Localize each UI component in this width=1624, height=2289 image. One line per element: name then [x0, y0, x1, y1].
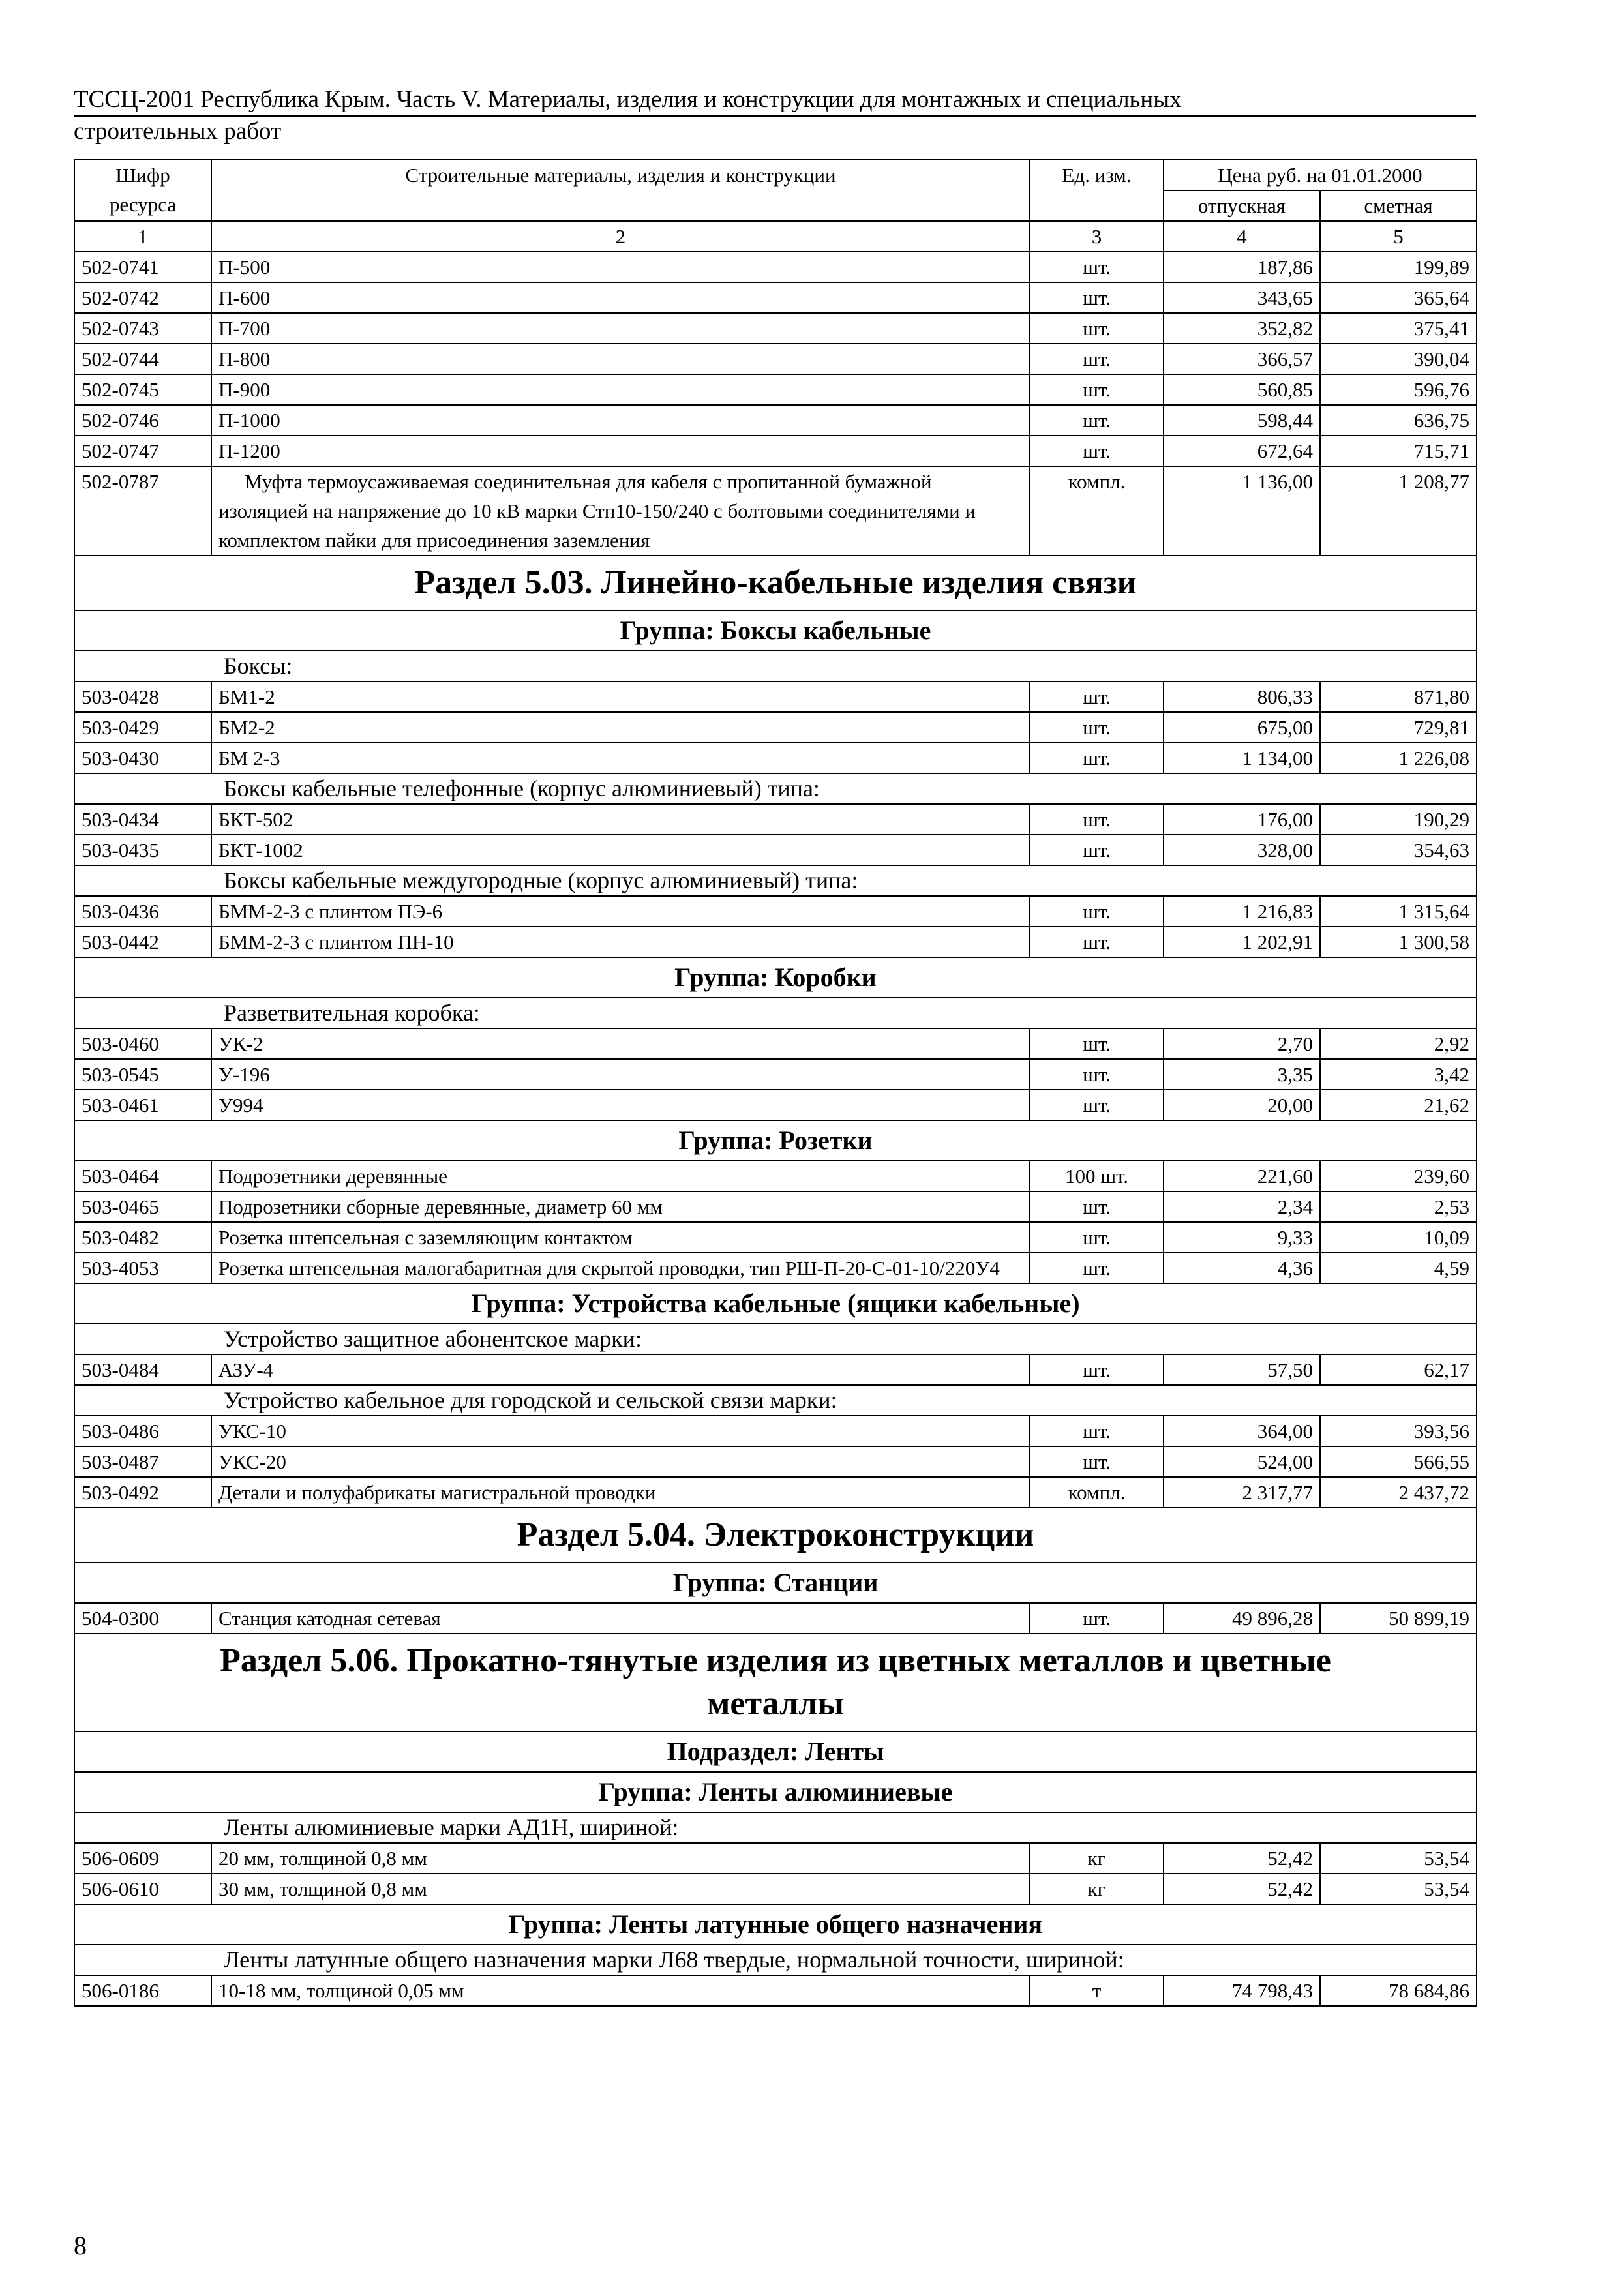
price-estimate: 62,17	[1320, 1354, 1477, 1385]
table-row	[74, 374, 1477, 405]
colnum-2: 2	[211, 221, 1030, 252]
price-wholesale: 2 317,77	[1164, 1477, 1320, 1508]
group-title-text: Группа: Ленты алюминиевые	[74, 1772, 1477, 1812]
price-estimate: 636,75	[1320, 405, 1477, 436]
price-wholesale: 1 216,83	[1164, 896, 1320, 927]
subgroup-intro: Ленты латунные общего назначения марки Л68 твердые, нормальной точности, шириной:	[74, 1945, 1477, 1975]
table-row	[74, 344, 1477, 374]
table-row	[74, 466, 1477, 556]
section-503-title-text: Раздел 5.03. Линейно-кабельные изделия связи	[74, 556, 1477, 610]
resource-code: 503-0487	[74, 1446, 211, 1477]
table-row	[74, 1161, 1477, 1191]
table-row	[74, 1477, 1477, 1508]
unit: шт.	[1030, 681, 1164, 712]
material-name: БКТ-1002	[211, 835, 1030, 865]
price-estimate: 50 899,19	[1320, 1603, 1477, 1634]
resource-code: 503-0436	[74, 896, 211, 927]
resource-code: 503-0492	[74, 1477, 211, 1508]
unit: шт.	[1030, 252, 1164, 282]
price-estimate: 10,09	[1320, 1222, 1477, 1253]
group-title	[74, 1120, 1477, 1161]
price-estimate: 78 684,86	[1320, 1975, 1477, 2006]
group-title	[74, 610, 1477, 651]
unit: шт.	[1030, 896, 1164, 927]
table-row	[74, 252, 1477, 282]
header-estimate: сметная	[1320, 190, 1477, 221]
resource-code: 503-0486	[74, 1416, 211, 1446]
resource-code: 502-0747	[74, 436, 211, 466]
material-name: БМ1-2	[211, 681, 1030, 712]
table-row	[74, 313, 1477, 344]
unit: шт.	[1030, 1222, 1164, 1253]
price-wholesale: 52,42	[1164, 1874, 1320, 1904]
header-title-line1: ТССЦ-2001 Республика Крым. Часть V. Материалы, изделия и конструкции для монтажных и специальных	[74, 85, 1476, 117]
material-name: УКС-10	[211, 1416, 1030, 1446]
table-header-row	[74, 160, 1477, 190]
subsection-title	[74, 1731, 1477, 1772]
price-estimate: 21,62	[1320, 1090, 1477, 1120]
unit: шт.	[1030, 282, 1164, 313]
resource-code: 502-0742	[74, 282, 211, 313]
unit: шт.	[1030, 743, 1164, 773]
price-wholesale: 364,00	[1164, 1416, 1320, 1446]
subsection-title-text: Подраздел: Ленты	[74, 1731, 1477, 1772]
material-name: Розетка штепсельная с заземляющим контактом	[211, 1222, 1030, 1253]
unit: шт.	[1030, 1191, 1164, 1222]
material-name: Розетка штепсельная малогабаритная для скрытой проводки, тип РШ-П-20-С-01-10/220У4	[211, 1253, 1030, 1283]
unit: шт.	[1030, 436, 1164, 466]
resource-code: 503-0461	[74, 1090, 211, 1120]
table-row	[74, 743, 1477, 773]
resource-code: 503-0430	[74, 743, 211, 773]
resource-code: 503-4053	[74, 1253, 211, 1283]
unit: шт.	[1030, 1090, 1164, 1120]
subgroup-intro: Ленты алюминиевые марки АД1Н, шириной:	[74, 1812, 1477, 1843]
unit: шт.	[1030, 1446, 1164, 1477]
unit: шт.	[1030, 712, 1164, 743]
table-row	[74, 1446, 1477, 1477]
section-506-title	[74, 1634, 1477, 1731]
price-estimate: 53,54	[1320, 1874, 1477, 1904]
price-estimate: 4,59	[1320, 1253, 1477, 1283]
unit: шт.	[1030, 835, 1164, 865]
price-wholesale: 352,82	[1164, 313, 1320, 344]
material-name: БММ-2-3 с плинтом ПЭ-6	[211, 896, 1030, 927]
price-estimate: 2 437,72	[1320, 1477, 1477, 1508]
page-header	[74, 85, 1476, 146]
subgroup-intro-row	[74, 865, 1477, 896]
price-estimate: 390,04	[1320, 344, 1477, 374]
material-name: П-500	[211, 252, 1030, 282]
resource-code: 502-0741	[74, 252, 211, 282]
material-name: П-1000	[211, 405, 1030, 436]
material-name: У-196	[211, 1059, 1030, 1090]
group-title	[74, 1904, 1477, 1945]
table-row	[74, 1028, 1477, 1059]
resource-code: 503-0435	[74, 835, 211, 865]
price-wholesale: 9,33	[1164, 1222, 1320, 1253]
material-name: БМ 2-3	[211, 743, 1030, 773]
material-name: БМ2-2	[211, 712, 1030, 743]
table-row	[74, 804, 1477, 835]
table-row	[74, 927, 1477, 957]
subgroup-intro: Устройство защитное абонентское марки:	[74, 1324, 1477, 1354]
subgroup-intro: Боксы:	[74, 651, 1477, 681]
material-name: Детали и полуфабрикаты магистральной проводки	[211, 1477, 1030, 1508]
resource-code: 503-0465	[74, 1191, 211, 1222]
material-name: Муфта термоусаживаемая соединительная для кабеля с пропитанной бумажной изоляцией на напряжение до 10 кВ марки Стп10-150/240 с болтовыми соединителями и комплектом пайки для присоединения заземления	[211, 466, 1030, 556]
resource-code: 502-0787	[74, 466, 211, 556]
price-estimate: 199,89	[1320, 252, 1477, 282]
table-row	[74, 1975, 1477, 2006]
subgroup-intro-row	[74, 1812, 1477, 1843]
price-estimate: 239,60	[1320, 1161, 1477, 1191]
price-wholesale: 74 798,43	[1164, 1975, 1320, 2006]
price-estimate: 729,81	[1320, 712, 1477, 743]
section-title-line2: металлы	[706, 1685, 845, 1722]
unit: шт.	[1030, 1059, 1164, 1090]
material-name: П-800	[211, 344, 1030, 374]
price-wholesale: 221,60	[1164, 1161, 1320, 1191]
group-title-text: Группа: Боксы кабельные	[74, 610, 1477, 651]
resource-code: 502-0744	[74, 344, 211, 374]
header-title-line2: строительных работ	[74, 118, 282, 145]
price-estimate: 2,53	[1320, 1191, 1477, 1222]
header-code: Шифр ресурса	[74, 160, 211, 221]
header-price: Цена руб. на 01.01.2000	[1164, 160, 1477, 190]
price-table	[74, 159, 1477, 2007]
resource-code: 503-0460	[74, 1028, 211, 1059]
subgroup-intro: Боксы кабельные телефонные (корпус алюминиевый) типа:	[74, 773, 1477, 804]
table-row	[74, 282, 1477, 313]
resource-code: 503-0484	[74, 1354, 211, 1385]
resource-code: 503-0464	[74, 1161, 211, 1191]
header-name: Строительные материалы, изделия и конструкции	[211, 160, 1030, 221]
subgroup-intro-row	[74, 1945, 1477, 1975]
unit: шт.	[1030, 1028, 1164, 1059]
price-wholesale: 675,00	[1164, 712, 1320, 743]
price-wholesale: 187,86	[1164, 252, 1320, 282]
material-name: 10-18 мм, толщиной 0,05 мм	[211, 1975, 1030, 2006]
price-wholesale: 57,50	[1164, 1354, 1320, 1385]
price-estimate: 1 208,77	[1320, 466, 1477, 556]
price-wholesale: 524,00	[1164, 1446, 1320, 1477]
table-row	[74, 1059, 1477, 1090]
material-name: П-700	[211, 313, 1030, 344]
group-title-text: Группа: Коробки	[74, 957, 1477, 998]
resource-code: 503-0434	[74, 804, 211, 835]
resource-code: 502-0746	[74, 405, 211, 436]
price-estimate: 566,55	[1320, 1446, 1477, 1477]
group-title	[74, 1563, 1477, 1603]
material-name: П-1200	[211, 436, 1030, 466]
page-number: 8	[74, 2231, 87, 2260]
table-row	[74, 681, 1477, 712]
table-row	[74, 1416, 1477, 1446]
price-estimate: 365,64	[1320, 282, 1477, 313]
price-estimate: 190,29	[1320, 804, 1477, 835]
price-wholesale: 343,65	[1164, 282, 1320, 313]
group-title-text: Группа: Устройства кабельные (ящики кабельные)	[74, 1283, 1477, 1324]
price-wholesale: 672,64	[1164, 436, 1320, 466]
price-wholesale: 806,33	[1164, 681, 1320, 712]
unit: шт.	[1030, 1253, 1164, 1283]
material-name: УКС-20	[211, 1446, 1030, 1477]
table-row	[74, 1090, 1477, 1120]
unit: 100 шт.	[1030, 1161, 1164, 1191]
price-wholesale: 1 202,91	[1164, 927, 1320, 957]
table-row	[74, 436, 1477, 466]
material-name: У994	[211, 1090, 1030, 1120]
resource-code: 503-0442	[74, 927, 211, 957]
resource-code: 502-0745	[74, 374, 211, 405]
price-estimate: 393,56	[1320, 1416, 1477, 1446]
unit: шт.	[1030, 804, 1164, 835]
price-estimate: 1 315,64	[1320, 896, 1477, 927]
subgroup-intro-row	[74, 773, 1477, 804]
material-name: Станция катодная сетевая	[211, 1603, 1030, 1634]
group-title-text: Группа: Розетки	[74, 1120, 1477, 1161]
resource-code: 502-0743	[74, 313, 211, 344]
group-title-text: Группа: Станции	[74, 1563, 1477, 1603]
price-wholesale: 328,00	[1164, 835, 1320, 865]
price-estimate: 53,54	[1320, 1843, 1477, 1874]
group-title	[74, 1772, 1477, 1812]
subgroup-intro-row	[74, 651, 1477, 681]
resource-code: 503-0545	[74, 1059, 211, 1090]
material-name: П-900	[211, 374, 1030, 405]
section-504-title-text: Раздел 5.04. Электроконструкции	[74, 1508, 1477, 1563]
subgroup-intro: Боксы кабельные междугородные (корпус алюминиевый) типа:	[74, 865, 1477, 896]
price-estimate: 354,63	[1320, 835, 1477, 865]
header-unit: Ед. изм.	[1030, 160, 1164, 221]
table-row	[74, 1253, 1477, 1283]
resource-code: 504-0300	[74, 1603, 211, 1634]
group-title	[74, 1283, 1477, 1324]
table-row	[74, 1222, 1477, 1253]
material-name: 20 мм, толщиной 0,8 мм	[211, 1843, 1030, 1874]
resource-code: 503-0428	[74, 681, 211, 712]
column-number-row	[74, 221, 1477, 252]
price-wholesale: 598,44	[1164, 405, 1320, 436]
header-wholesale: отпускная	[1164, 190, 1320, 221]
unit: кг	[1030, 1874, 1164, 1904]
table-row	[74, 1191, 1477, 1222]
material-name: П-600	[211, 282, 1030, 313]
colnum-5: 5	[1320, 221, 1477, 252]
unit: шт.	[1030, 374, 1164, 405]
price-estimate: 715,71	[1320, 436, 1477, 466]
price-wholesale: 4,36	[1164, 1253, 1320, 1283]
subgroup-intro: Устройство кабельное для городской и сельской связи марки:	[74, 1385, 1477, 1416]
subgroup-intro-row	[74, 1324, 1477, 1354]
price-wholesale: 560,85	[1164, 374, 1320, 405]
table-row	[74, 896, 1477, 927]
section-title-line1: Раздел 5.06. Прокатно-тянутые изделия из цветных металлов и цветные	[220, 1642, 1331, 1679]
resource-code: 503-0482	[74, 1222, 211, 1253]
price-wholesale: 2,34	[1164, 1191, 1320, 1222]
subgroup-intro-row	[74, 998, 1477, 1028]
table-row	[74, 1603, 1477, 1634]
colnum-3: 3	[1030, 221, 1164, 252]
unit: кг	[1030, 1843, 1164, 1874]
resource-code: 506-0610	[74, 1874, 211, 1904]
material-name: АЗУ-4	[211, 1354, 1030, 1385]
price-wholesale: 20,00	[1164, 1090, 1320, 1120]
group-title-text: Группа: Ленты латунные общего назначения	[74, 1904, 1477, 1945]
table-row	[74, 1874, 1477, 1904]
price-wholesale: 366,57	[1164, 344, 1320, 374]
price-estimate: 596,76	[1320, 374, 1477, 405]
section-503-title	[74, 556, 1477, 610]
price-estimate: 2,92	[1320, 1028, 1477, 1059]
price-estimate: 375,41	[1320, 313, 1477, 344]
colnum-4: 4	[1164, 221, 1320, 252]
group-title	[74, 957, 1477, 998]
unit: шт.	[1030, 1603, 1164, 1634]
price-estimate: 1 226,08	[1320, 743, 1477, 773]
price-wholesale: 2,70	[1164, 1028, 1320, 1059]
table-row	[74, 1843, 1477, 1874]
price-wholesale: 176,00	[1164, 804, 1320, 835]
material-name: БКТ-502	[211, 804, 1030, 835]
material-name: БММ-2-3 с плинтом ПН-10	[211, 927, 1030, 957]
price-wholesale: 1 136,00	[1164, 466, 1320, 556]
price-wholesale: 49 896,28	[1164, 1603, 1320, 1634]
table-row	[74, 712, 1477, 743]
section-506-title-text	[74, 1634, 1477, 1731]
unit: шт.	[1030, 344, 1164, 374]
material-name: УК-2	[211, 1028, 1030, 1059]
price-estimate: 871,80	[1320, 681, 1477, 712]
table-row	[74, 1354, 1477, 1385]
unit: шт.	[1030, 405, 1164, 436]
unit: компл.	[1030, 466, 1164, 556]
resource-code: 506-0609	[74, 1843, 211, 1874]
price-estimate: 3,42	[1320, 1059, 1477, 1090]
unit: компл.	[1030, 1477, 1164, 1508]
price-wholesale: 52,42	[1164, 1843, 1320, 1874]
table-row	[74, 405, 1477, 436]
unit: шт.	[1030, 1416, 1164, 1446]
section-504-title	[74, 1508, 1477, 1563]
material-name: Подрозетники деревянные	[211, 1161, 1030, 1191]
price-wholesale: 1 134,00	[1164, 743, 1320, 773]
unit: шт.	[1030, 313, 1164, 344]
subgroup-intro-row	[74, 1385, 1477, 1416]
table-row	[74, 835, 1477, 865]
colnum-1: 1	[74, 221, 211, 252]
resource-code: 503-0429	[74, 712, 211, 743]
material-name: Подрозетники сборные деревянные, диаметр 60 мм	[211, 1191, 1030, 1222]
unit: т	[1030, 1975, 1164, 2006]
unit: шт.	[1030, 927, 1164, 957]
price-estimate: 1 300,58	[1320, 927, 1477, 957]
material-name: 30 мм, толщиной 0,8 мм	[211, 1874, 1030, 1904]
subgroup-intro: Разветвительная коробка:	[74, 998, 1477, 1028]
price-wholesale: 3,35	[1164, 1059, 1320, 1090]
resource-code: 506-0186	[74, 1975, 211, 2006]
unit: шт.	[1030, 1354, 1164, 1385]
